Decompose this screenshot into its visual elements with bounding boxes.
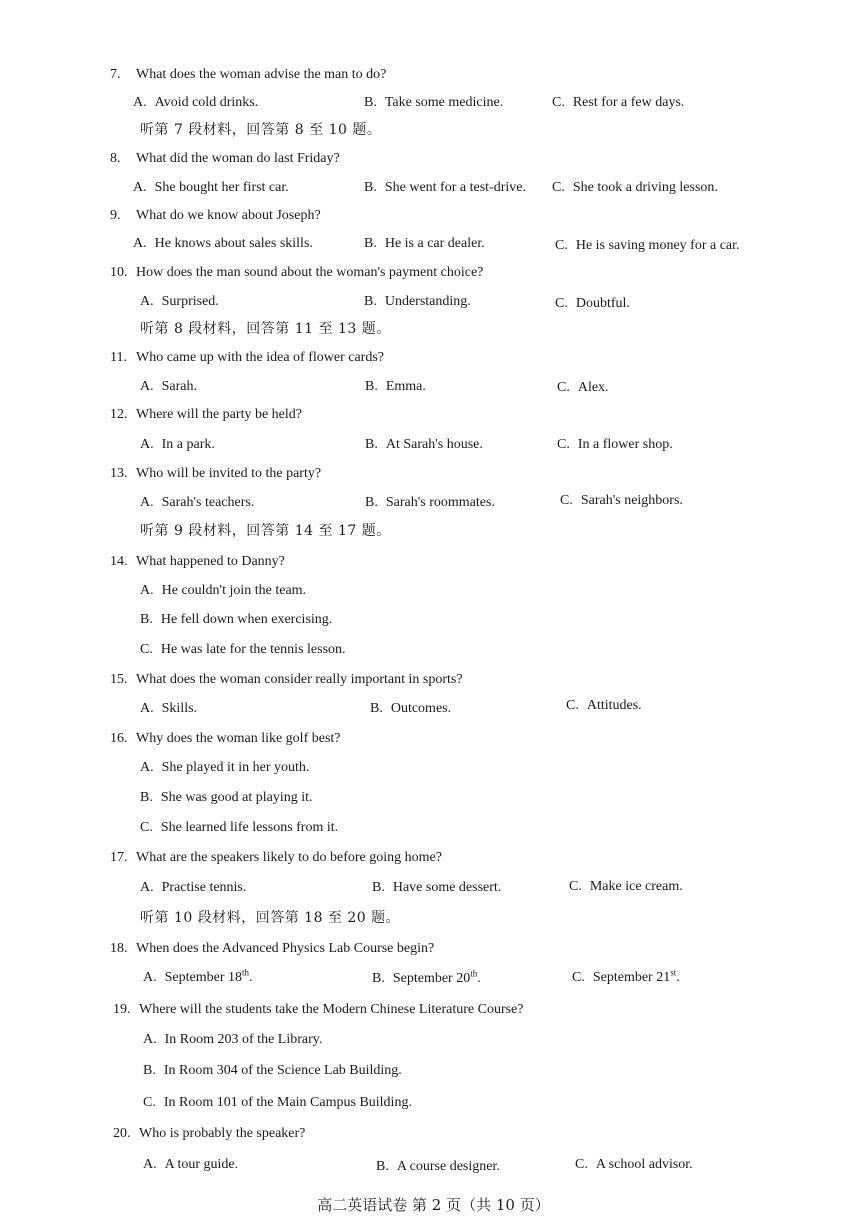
option-a: A. Sarah's teachers.: [140, 495, 255, 510]
option-a: A. A tour guide.: [143, 1157, 239, 1172]
option-b: B. September 20th.: [372, 968, 481, 986]
option-c: C. He is saving money for a car.: [555, 238, 740, 253]
question-10: 10. How does the man sound about the woman's payment choice?: [110, 265, 484, 280]
option-b: B. Understanding.: [364, 294, 471, 309]
section-instruction: 听第 9 段材料，回答第 14 至 17 题。: [140, 523, 391, 539]
question-13: 13. Who will be invited to the party?: [110, 466, 322, 481]
option-b: B. In Room 304 of the Science Lab Building.: [143, 1063, 402, 1078]
page-footer: 高二英语试卷 第 2 页（共 10 页）: [317, 1196, 550, 1214]
option-c: C. In Room 101 of the Main Campus Building.: [143, 1095, 412, 1110]
question-17: 17. What are the speakers likely to do before going home?: [110, 850, 442, 865]
option-c: C. In a flower shop.: [557, 437, 673, 452]
option-b: B. A course designer.: [376, 1159, 500, 1174]
question-16: 16. Why does the woman like golf best?: [110, 731, 341, 746]
option-b: B. He is a car dealer.: [364, 236, 485, 251]
option-a: A. Avoid cold drinks.: [133, 95, 259, 110]
option-a: A. September 18th.: [143, 967, 253, 985]
option-a: A. He knows about sales skills.: [133, 236, 313, 251]
section-instruction: 听第 7 段材料，回答第 8 至 10 题。: [140, 122, 382, 138]
option-c: C. Alex.: [557, 380, 609, 395]
option-a: A. In a park.: [140, 437, 215, 452]
option-b: B. He fell down when exercising.: [140, 612, 333, 627]
option-b: B. Emma.: [365, 379, 426, 394]
option-b: B. She was good at playing it.: [140, 790, 313, 805]
section-instruction: 听第 10 段材料，回答第 18 至 20 题。: [140, 910, 401, 926]
question-14: 14. What happened to Danny?: [110, 554, 285, 569]
option-a: A. Practise tennis.: [140, 880, 247, 895]
option-a: A. Sarah.: [140, 379, 198, 394]
option-c: C. She learned life lessons from it.: [140, 820, 339, 835]
option-a: A. Surprised.: [140, 294, 219, 309]
option-b: B. Outcomes.: [370, 701, 452, 716]
question-11: 11. Who came up with the idea of flower cards?: [110, 350, 385, 365]
question-18: 18. When does the Advanced Physics Lab Course begin?: [110, 941, 435, 956]
question-12: 12. Where will the party be held?: [110, 407, 302, 422]
option-a: A. In Room 203 of the Library.: [143, 1032, 323, 1047]
option-a: A. He couldn't join the team.: [140, 583, 307, 598]
option-c: C. Doubtful.: [555, 296, 630, 311]
option-a: A. She bought her first car.: [133, 180, 289, 195]
option-b: B. Have some dessert.: [372, 880, 502, 895]
option-c: C. He was late for the tennis lesson.: [140, 642, 346, 657]
section-instruction: 听第 8 段材料，回答第 11 至 13 题。: [140, 321, 391, 337]
option-c: C. A school advisor.: [575, 1157, 693, 1172]
question-text: What does the woman advise the man to do?: [136, 67, 387, 82]
option-b: B. She went for a test-drive.: [364, 180, 526, 195]
option-a: A. Skills.: [140, 701, 198, 716]
option-c: C. Attitudes.: [566, 698, 642, 713]
question-8: 8. What did the woman do last Friday?: [110, 151, 340, 166]
option-b: B. Sarah's roommates.: [365, 495, 495, 510]
question-19: 19. Where will the students take the Modern Chinese Literature Course?: [113, 1002, 524, 1017]
option-c: C. Rest for a few days.: [552, 95, 685, 110]
option-c: C. September 21st.: [572, 967, 680, 985]
question-9: 9. What do we know about Joseph?: [110, 208, 321, 223]
question-7: [110, 67, 386, 83]
option-a: A. She played it in her youth.: [140, 760, 310, 775]
question-20: 20. Who is probably the speaker?: [113, 1126, 306, 1141]
question-number: 7.: [110, 67, 121, 82]
option-c: C. Sarah's neighbors.: [560, 493, 683, 508]
option-b: B. Take some medicine.: [364, 95, 504, 110]
question-15: 15. What does the woman consider really important in sports?: [110, 672, 463, 687]
option-c: C. She took a driving lesson.: [552, 180, 718, 195]
option-b: B. At Sarah's house.: [365, 437, 483, 452]
option-c: C. Make ice cream.: [569, 879, 683, 894]
